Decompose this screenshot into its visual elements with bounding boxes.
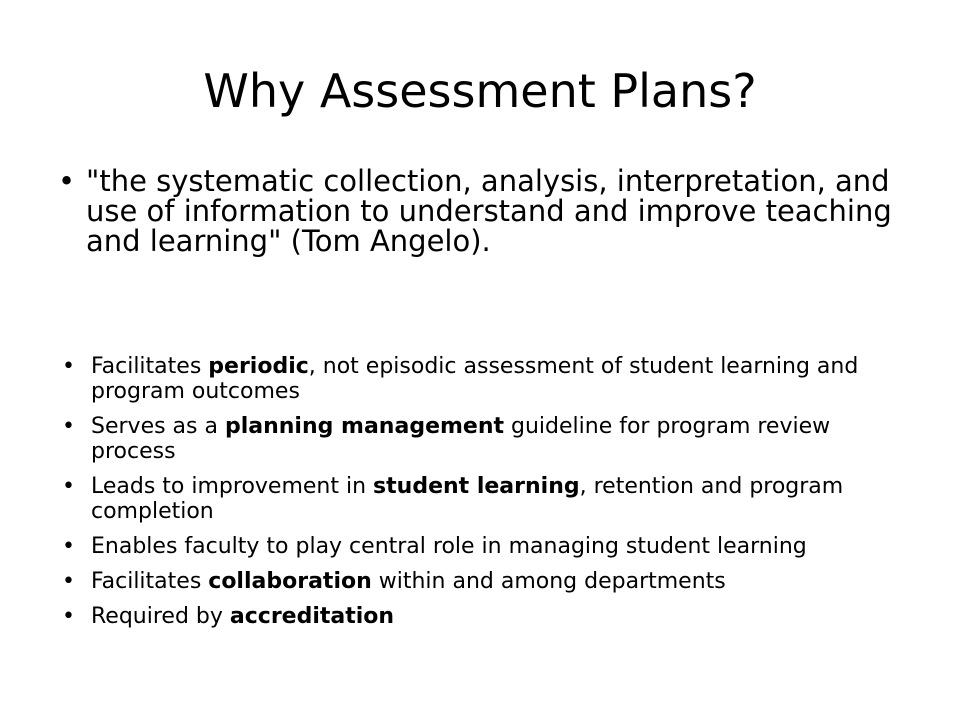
item-text-post: within and among departments <box>371 569 726 594</box>
bullet-icon: • <box>62 414 75 439</box>
bullet-icon: • <box>62 474 75 499</box>
list-item <box>62 569 902 594</box>
item-text-pre: Facilitates <box>91 569 209 594</box>
list-item <box>62 414 902 464</box>
list-item <box>62 354 902 404</box>
bullet-icon: • <box>62 569 75 594</box>
item-text-pre: Required by <box>91 604 230 629</box>
item-text-bold: collaboration <box>208 569 372 594</box>
item-text-pre: Leads to improvement in <box>91 474 374 499</box>
item-text-bold: student learning <box>373 474 580 499</box>
item-text-bold: periodic <box>208 354 309 379</box>
quote-block <box>58 166 900 256</box>
bullet-icon: • <box>62 604 75 629</box>
item-text-pre: Facilitates <box>91 354 209 379</box>
bullet-icon: • <box>62 354 75 379</box>
item-text-bold: planning management <box>224 414 505 439</box>
list-item <box>62 604 902 629</box>
list-item <box>62 474 902 524</box>
item-text-post: , not episodic assessment of student learning and program outcomes <box>91 354 859 404</box>
list-item <box>62 534 902 559</box>
quote-text: "the systematic collection, analysis, interpretation, and use of information to understand and improve teaching and learning" (Tom Angelo). <box>86 164 892 258</box>
item-text-post: , retention and program completion <box>91 474 844 524</box>
item-text-bold: accreditation <box>229 604 395 629</box>
item-text-post: guideline for program review process <box>91 414 831 464</box>
bullet-list <box>62 354 902 629</box>
item-text-pre: Serves as a <box>91 414 225 439</box>
bullet-icon: • <box>58 164 76 198</box>
item-text-pre: Enables faculty to play central role in managing student learning <box>91 534 807 559</box>
bullet-icon: • <box>62 534 75 559</box>
quote-bullet-item <box>58 166 900 256</box>
slide-title: Why Assessment Plans? <box>203 64 757 118</box>
